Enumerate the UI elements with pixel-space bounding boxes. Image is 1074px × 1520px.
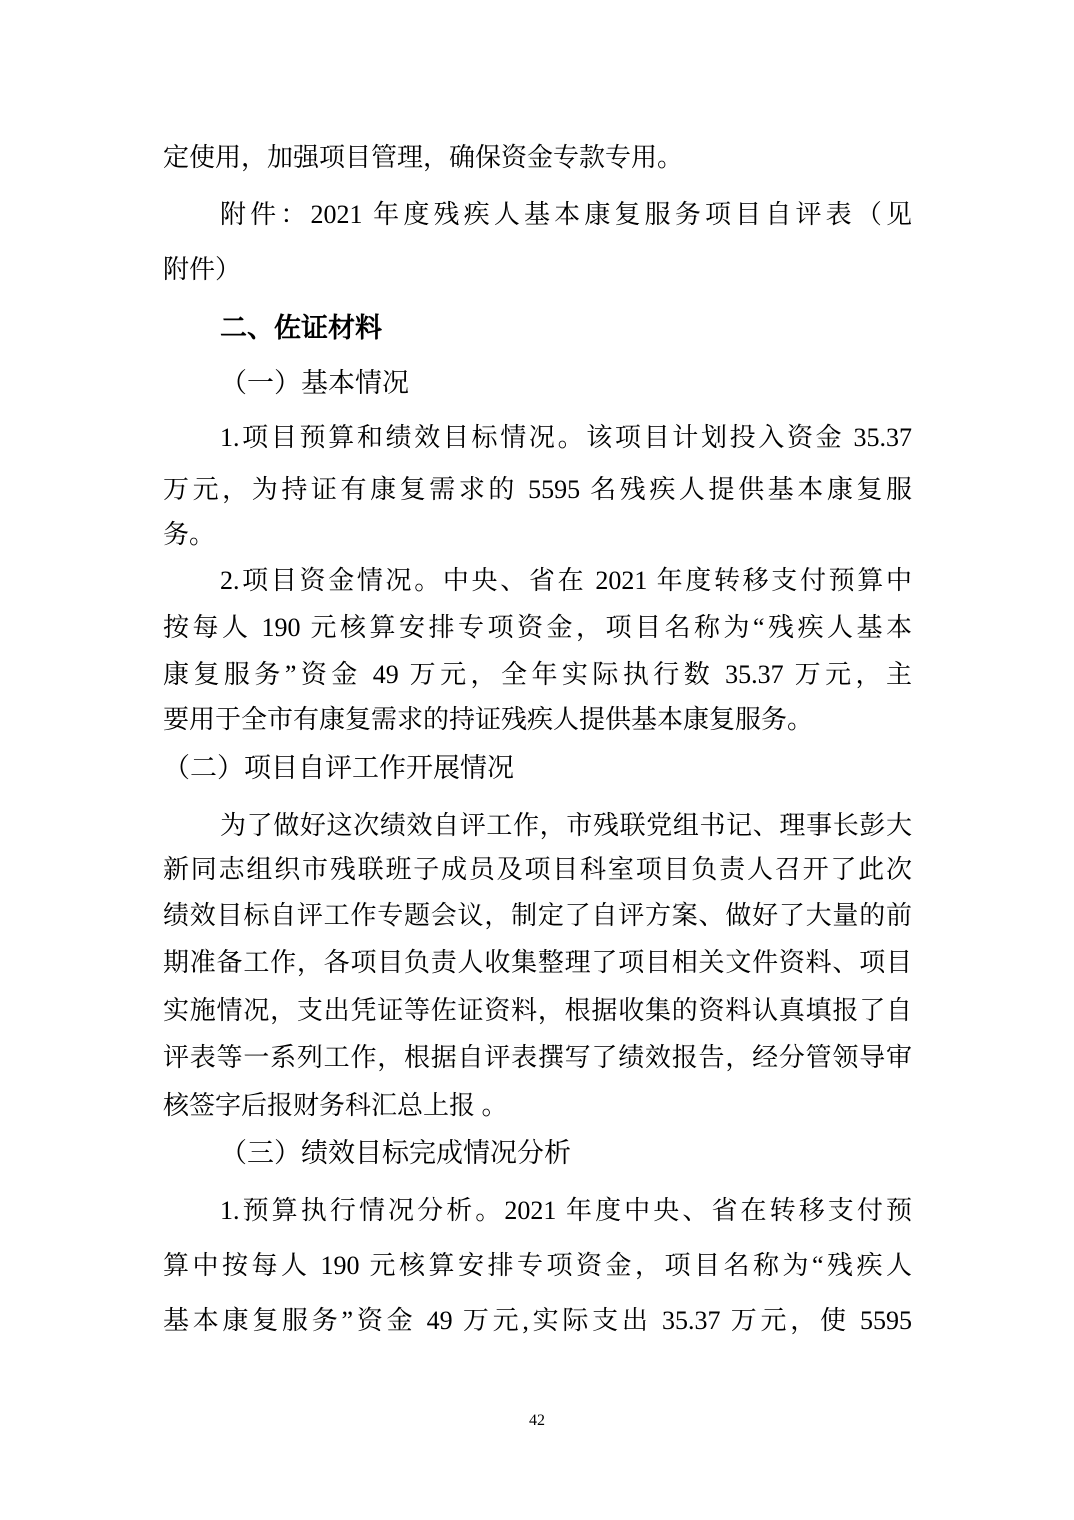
body-line: 基本康复服务”资金 49 万元,实际支出 35.37 万元，使 5595 xyxy=(163,1306,912,1335)
body-line: 绩效目标自评工作专题会议，制定了自评方案、做好了大量的前 xyxy=(163,901,912,930)
body-line: 新同志组织市残联班子成员及项目科室项目负责人召开了此次 xyxy=(163,855,912,884)
body-line: 要用于全市有康复需求的持证残疾人提供基本康复服务。 xyxy=(163,705,814,734)
body-line: 定使用，加强项目管理，确保资金专款专用。 xyxy=(163,143,684,172)
body-line: 按每人 190 元核算安排专项资金，项目名称为“残疾人基本 xyxy=(163,613,912,642)
page-number: 42 xyxy=(529,1412,545,1429)
body-line: 为了做好这次绩效自评工作，市残联党组书记、理事长彭大 xyxy=(220,811,912,840)
body-line: 评表等一系列工作，根据自评表撰写了绩效报告，经分管领导审 xyxy=(163,1043,912,1072)
body-line: 1.预算执行情况分析。2021 年度中央、省在转移支付预 xyxy=(220,1196,912,1225)
body-line: 附件） xyxy=(163,255,242,284)
body-line: 期准备工作，各项目负责人收集整理了项目相关文件资料、项目 xyxy=(163,948,912,977)
body-line: 康复服务”资金 49 万元，全年实际执行数 35.37 万元，主 xyxy=(163,660,912,689)
body-line: 实施情况，支出凭证等佐证资料，根据收集的资料认真填报了自 xyxy=(163,996,912,1025)
body-line: 核签字后报财务科汇总上报 。 xyxy=(163,1091,508,1120)
body-line: 万元，为持证有康复需求的 5595 名残疾人提供基本康复服 xyxy=(163,475,912,504)
subsection-heading: （二）项目自评工作开展情况 xyxy=(163,753,514,783)
body-line: 务。 xyxy=(163,520,216,549)
body-line: 1.项目预算和绩效目标情况。该项目计划投入资金 35.37 xyxy=(220,423,912,452)
body-line: 附件：2021 年度残疾人基本康复服务项目自评表（见 xyxy=(220,200,912,229)
subsection-heading: （三）绩效目标完成情况分析 xyxy=(220,1138,571,1168)
section-heading: 二、佐证材料 xyxy=(220,313,382,343)
subsection-heading: （一）基本情况 xyxy=(220,368,409,398)
body-line: 算中按每人 190 元核算安排专项资金，项目名称为“残疾人 xyxy=(163,1251,912,1280)
body-line: 2.项目资金情况。中央、省在 2021 年度转移支付预算中 xyxy=(220,566,912,595)
